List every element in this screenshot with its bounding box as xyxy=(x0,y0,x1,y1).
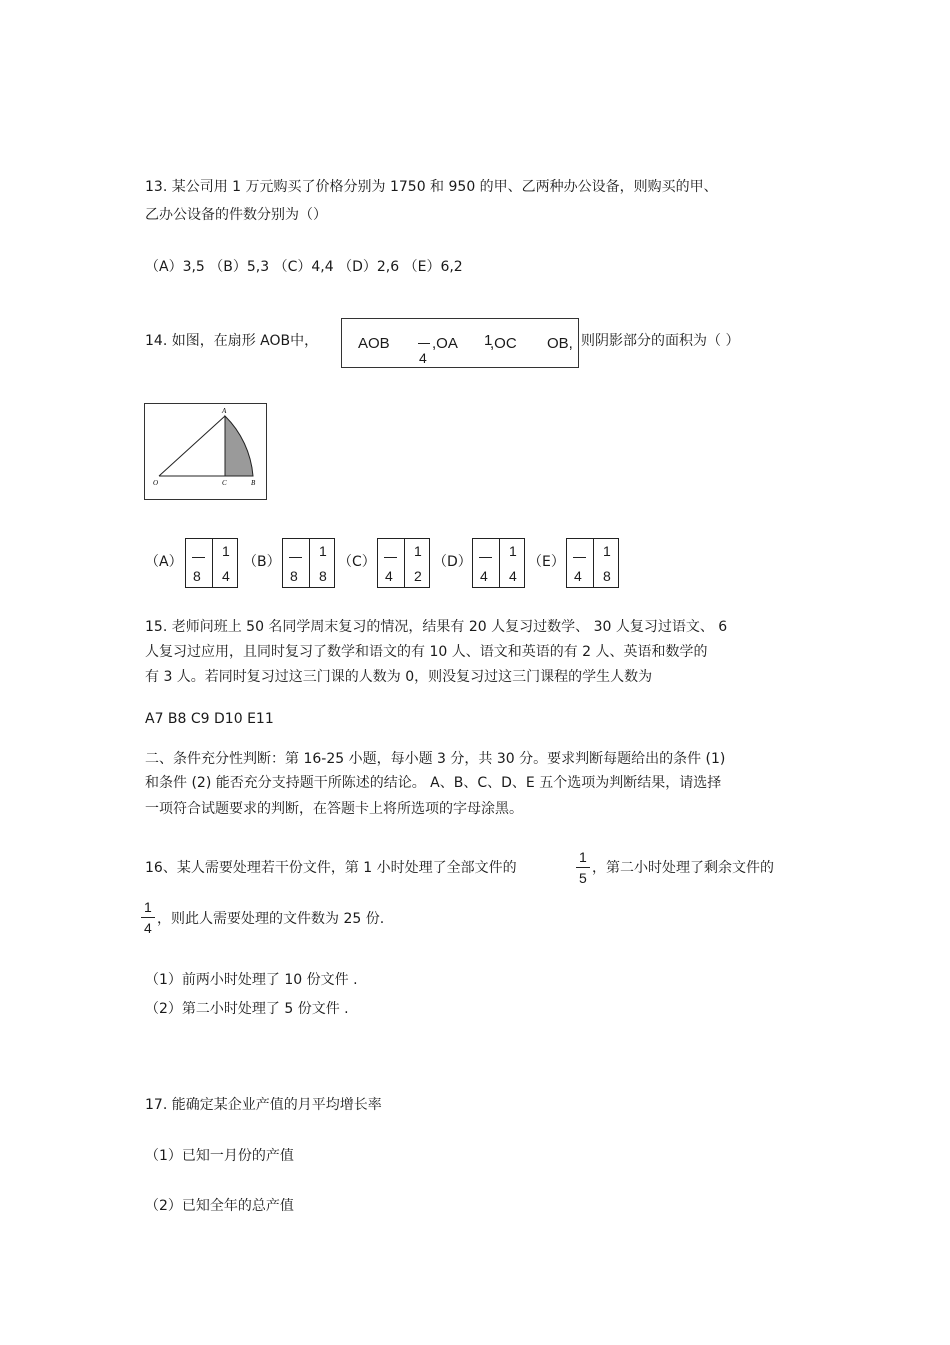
q14-option-a-label: （A） xyxy=(145,554,183,570)
q17-condition-1: （1）已知一月份的产值 xyxy=(145,1148,294,1164)
label-b: B xyxy=(251,479,256,487)
q14-tail: 则阴影部分的面积为（ ） xyxy=(581,333,740,349)
q14-option-e-box xyxy=(566,538,619,588)
option-e-left-den: 4 xyxy=(574,568,582,584)
option-c-right-den: 2 xyxy=(414,568,422,584)
q14-option-c-label: （C） xyxy=(338,554,376,570)
option-b-left-den: 8 xyxy=(290,568,298,584)
option-c-dash xyxy=(384,557,397,558)
q16-frac2-den: 4 xyxy=(144,920,152,936)
q13-options: （A）3,5 （B）5,3 （C）4,4 （D）2,6 （E）6,2 xyxy=(145,259,463,275)
option-c-left-den: 4 xyxy=(385,568,393,584)
option-a-left-den: 8 xyxy=(193,568,201,584)
q14-option-b-box xyxy=(282,538,335,588)
option-d-dash xyxy=(479,557,492,558)
option-a-dash xyxy=(192,557,205,558)
formula-fraction-bar xyxy=(418,343,430,344)
option-b-dash xyxy=(289,557,302,558)
q15-line-2: 人复习过应用，且同时复习了数学和语文的有 10 人、语文和英语的有 2 人、英语和数学的 xyxy=(145,644,708,660)
q17-stem: 17. 能确定某企业产值的月平均增长率 xyxy=(145,1097,382,1113)
formula-oa: ,OA xyxy=(432,335,458,352)
option-c-separator xyxy=(404,539,405,587)
q16-frac1-den: 5 xyxy=(579,870,587,886)
formula-den: 4 xyxy=(419,350,427,366)
option-e-right-num: 1 xyxy=(603,543,611,559)
q16-frac2-bar xyxy=(141,917,155,918)
shaded-region xyxy=(225,416,253,476)
option-b-right-den: 8 xyxy=(319,568,327,584)
q16-frac1-bar xyxy=(576,867,590,868)
q14-option-e-label: （E） xyxy=(528,554,565,570)
option-b-separator xyxy=(309,539,310,587)
q14-lead: 14. 如图，在扇形 AOB中， xyxy=(145,333,319,349)
q16-fraction-2 xyxy=(141,898,155,938)
segment-oa xyxy=(159,416,225,476)
formula-oc: ,OC xyxy=(490,335,517,352)
option-e-right-den: 8 xyxy=(603,568,611,584)
option-e-dash xyxy=(573,557,586,558)
option-b-right-num: 1 xyxy=(319,543,327,559)
option-a-right-num: 1 xyxy=(222,543,230,559)
formula-aob: AOB xyxy=(358,335,390,352)
option-a-separator xyxy=(212,539,213,587)
q16-part-3: ，则此人需要处理的文件数为 25 份. xyxy=(157,911,385,927)
formula-one: 1 xyxy=(484,332,493,349)
q14-option-c-box xyxy=(377,538,430,588)
q13-line-2: 乙办公设备的件数分别为（） xyxy=(145,207,327,223)
label-o: O xyxy=(153,479,159,487)
q17-condition-2: （2）已知全年的总产值 xyxy=(145,1198,294,1214)
q14-option-b-label: （B） xyxy=(243,554,281,570)
section2-line-1: 二、条件充分性判断：第 16-25 小题，每小题 3 分，共 30 分。要求判断每题给出的条件 (1) xyxy=(145,751,726,767)
section2-line-2: 和条件 (2) 能否充分支持题干所陈述的结论。 A、B、C、D、E 五个选项为判断结果，请选择 xyxy=(145,775,722,791)
q13-line-1: 13. 某公司用 1 万元购买了价格分别为 1750 和 950 的甲、乙两种办公设备，则购买的甲、 xyxy=(145,179,718,195)
q15-options: A7 B8 C9 D10 E11 xyxy=(145,711,274,727)
q14-option-a-box xyxy=(185,538,238,588)
q14-formula-box xyxy=(341,318,579,368)
sector-figure xyxy=(144,403,267,500)
q15-line-3: 有 3 人。若同时复习过这三门课的人数为 0，则没复习过这三门课程的学生人数为 xyxy=(145,669,653,685)
q14-option-d-label: （D） xyxy=(433,554,472,570)
formula-ob: OB, xyxy=(547,335,573,352)
q16-condition-2: （2）第二小时处理了 5 份文件 . xyxy=(145,1001,349,1017)
option-a-right-den: 4 xyxy=(222,568,230,584)
q16-frac2-num: 1 xyxy=(144,899,152,915)
q14-option-d-box xyxy=(472,538,525,588)
q16-fraction-1 xyxy=(575,848,591,888)
option-c-right-num: 1 xyxy=(414,543,422,559)
option-d-right-num: 1 xyxy=(509,543,517,559)
q16-condition-1: （1）前两小时处理了 10 份文件 . xyxy=(145,972,358,988)
q15-line-1: 15. 老师问班上 50 名同学周末复习的情况，结果有 20 人复习过数学、 30 人复习过语文、 6 xyxy=(145,619,728,635)
option-e-separator xyxy=(593,539,594,587)
label-c: C xyxy=(222,479,227,487)
q16-frac1-num: 1 xyxy=(579,849,587,865)
label-a: A xyxy=(222,407,227,415)
option-d-separator xyxy=(499,539,500,587)
q16-part-2: ，第二小时处理了剩余文件的 xyxy=(592,860,774,876)
section2-line-3: 一项符合试题要求的判断，在答题卡上将所选项的字母涂黑。 xyxy=(145,801,523,817)
option-d-left-den: 4 xyxy=(480,568,488,584)
option-d-right-den: 4 xyxy=(509,568,517,584)
sector-diagram xyxy=(145,404,266,499)
q16-part-1: 16、某人需要处理若干份文件，第 1 小时处理了全部文件的 xyxy=(145,860,517,876)
